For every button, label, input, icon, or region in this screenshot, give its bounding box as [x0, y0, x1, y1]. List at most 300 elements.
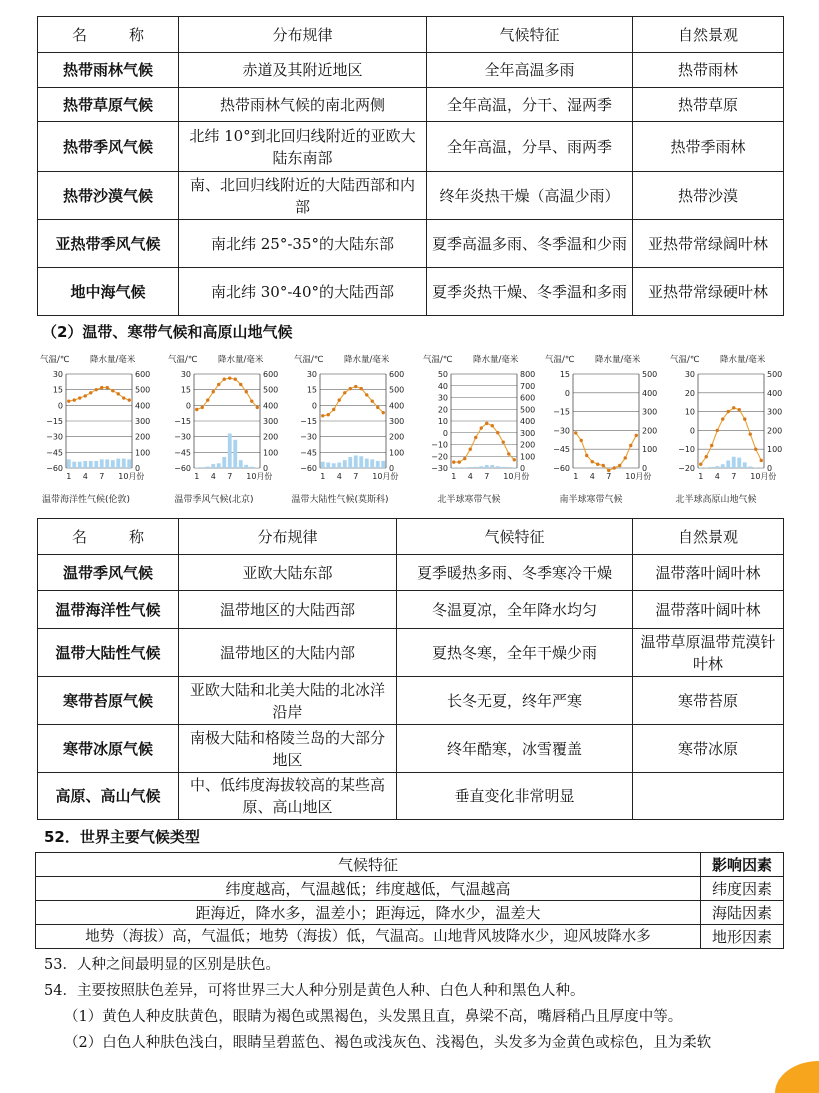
temperature-point: [618, 464, 621, 467]
precip-tick-label: 500: [263, 385, 279, 395]
climate-chart: [545, 354, 657, 505]
temp-tick-label: 50: [437, 370, 448, 379]
landscape-cell: 热带雨林: [633, 53, 784, 88]
temp-tick-label: 0: [442, 428, 448, 438]
temperature-point: [452, 460, 455, 463]
climate-name: 热带沙漠气候: [38, 172, 179, 220]
temp-tick-label: −15: [174, 417, 191, 426]
precip-bar: [200, 467, 204, 468]
temperature-point: [206, 398, 209, 401]
temperature-point: [613, 466, 616, 469]
header-distribution: 分布规律: [179, 519, 397, 555]
month-tick-label: 10月份: [372, 472, 399, 481]
distribution-cell: 热带雨林气候的南北两侧: [179, 88, 427, 122]
temperature-point: [710, 444, 713, 447]
month-tick-label: 4: [82, 472, 88, 481]
temp-tick-label: 10: [684, 407, 695, 417]
climate-name: 亚热带季风气候: [38, 220, 179, 268]
climate-name: 高原、高山气候: [38, 773, 179, 820]
distribution-cell: 温带地区的大陆内部: [179, 629, 397, 677]
temperature-point: [321, 414, 324, 417]
temperature-point: [223, 378, 226, 381]
precip-bar: [370, 459, 374, 468]
distribution-cell: 北纬 10°到北回归线附近的亚欧大陆东南部: [179, 122, 427, 172]
precip-bar: [354, 455, 358, 468]
factor-cell: 地形因素: [701, 925, 784, 949]
temperature-point: [371, 399, 374, 402]
precip-bar: [233, 440, 237, 468]
landscape-cell: 亚热带常绿硬叶林: [633, 268, 784, 316]
precip-bar: [127, 459, 131, 468]
temperature-point: [128, 398, 131, 401]
climate-name: 热带雨林气候: [38, 53, 179, 88]
precip-bar: [359, 456, 363, 468]
temperature-point: [760, 459, 763, 462]
precip-tick-label: 200: [520, 440, 536, 450]
temperature-point: [496, 431, 499, 434]
temperature-point: [343, 391, 346, 394]
precip-tick-label: 300: [767, 407, 783, 417]
temperature-point: [106, 386, 109, 389]
temp-tick-label: 0: [57, 401, 63, 411]
precip-tick-label: 600: [135, 370, 151, 379]
precip-bar: [105, 459, 109, 468]
month-tick-label: 1: [451, 472, 457, 481]
temp-tick-label: 30: [684, 370, 695, 379]
month-tick-label: 4: [210, 472, 216, 481]
month-tick-label: 1: [66, 472, 72, 481]
temperature-point: [602, 464, 605, 467]
precip-bar: [78, 462, 82, 468]
temperature-point: [738, 408, 741, 411]
temperature-point: [78, 396, 81, 399]
temperature-point: [100, 386, 103, 389]
precip-bar: [715, 466, 719, 468]
temperature-point: [212, 390, 215, 393]
temperature-point: [480, 426, 483, 429]
distribution-cell: 亚欧大陆东部: [179, 555, 397, 591]
temperate-climate-table: [37, 518, 784, 820]
month-tick-label: 4: [714, 472, 720, 481]
temperature-point: [463, 457, 466, 460]
landscape-cell: 热带草原: [633, 88, 784, 122]
precip-tick-label: 0: [389, 464, 395, 473]
climate-cell: 冬温夏凉，全年降水均匀: [397, 591, 633, 629]
table-header-row: [36, 853, 784, 877]
temp-tick-label: −15: [46, 417, 63, 426]
precip-bar: [250, 467, 254, 468]
header-landscape: 自然景观: [633, 17, 784, 53]
precip-bar: [710, 467, 714, 468]
temperature-point: [239, 383, 242, 386]
climate-name: 热带草原气候: [38, 88, 179, 122]
climate-cell: 全年高温多雨: [427, 53, 633, 88]
table-row: [38, 555, 784, 591]
month-tick-label: 7: [731, 472, 737, 481]
precip-bar: [737, 458, 741, 468]
temperature-point: [382, 411, 385, 414]
precip-bar: [501, 467, 505, 468]
tropical-climate-table: [37, 16, 784, 316]
temp-tick-label: −45: [174, 448, 191, 458]
temp-tick-label: 0: [311, 401, 317, 411]
landscape-cell: [633, 773, 784, 820]
precip-tick-label: 100: [642, 445, 658, 455]
month-tick-label: 7: [484, 472, 490, 481]
precip-tick-label: 500: [642, 370, 658, 379]
temperature-point: [749, 432, 752, 435]
temperature-line: [701, 408, 762, 464]
temperature-point: [195, 408, 198, 411]
feature-cell: 距海近，降水多，温差小；距海远，降水少，温差大: [36, 901, 701, 925]
climate-chart: [40, 354, 150, 505]
climate-chart: [291, 354, 404, 505]
table-row: [38, 268, 784, 316]
precip-tick-label: 400: [263, 401, 279, 411]
month-tick-label: 7: [227, 472, 233, 481]
precip-bar: [496, 466, 500, 468]
temp-tick-label: 0: [689, 426, 695, 436]
climate-factors-table: [35, 852, 784, 949]
temp-tick-label: −45: [300, 448, 317, 458]
table-row: [38, 122, 784, 172]
temperature-point: [596, 463, 599, 466]
landscape-cell: 亚热带常绿阔叶林: [633, 220, 784, 268]
temperature-point: [354, 385, 357, 388]
temp-tick-label: 0: [564, 388, 570, 398]
climate-cell: 垂直变化非常明显: [397, 773, 633, 820]
landscape-cell: 温带落叶阔叶林: [633, 555, 784, 591]
temperature-point: [502, 440, 505, 443]
paragraph-54-1: （1）黄色人种皮肤黄色，眼睛为褐色或黑褐色，头发黑且直，鼻梁不高，嘴唇稍凸且厚度中等。: [64, 1009, 683, 1025]
section-title-climate-types: 52．世界主要气候类型: [44, 828, 200, 846]
precip-bar: [457, 467, 461, 468]
precip-tick-label: 100: [520, 452, 536, 462]
temperature-point: [716, 429, 719, 432]
temp-tick-label: 15: [52, 385, 63, 395]
month-tick-label: 7: [353, 472, 359, 481]
distribution-cell: 温带地区的大陆西部: [179, 591, 397, 629]
precip-tick-label: 600: [389, 370, 405, 379]
temperature-point: [84, 394, 87, 397]
temp-tick-label: 40: [437, 381, 448, 391]
temp-tick-label: 15: [306, 385, 317, 395]
climate-chart: [670, 354, 782, 505]
factor-cell: 纬度因素: [701, 877, 784, 901]
precip-bar: [72, 462, 76, 468]
temperature-point: [513, 458, 516, 461]
temperature-point: [117, 392, 120, 395]
landscape-cell: 热带季雨林: [633, 122, 784, 172]
precip-bar: [754, 467, 758, 468]
climate-cell: 全年高温，分旱、雨两季: [427, 122, 633, 172]
precip-bar: [732, 457, 736, 468]
temp-tick-label: 30: [52, 370, 63, 379]
precip-bar: [217, 463, 221, 468]
precip-tick-label: 0: [520, 464, 526, 473]
precip-tick-label: 500: [767, 370, 783, 379]
table-row: [38, 773, 784, 820]
precip-tick-label: 300: [135, 417, 151, 426]
precip-tick-label: 400: [389, 401, 405, 411]
month-tick-label: 1: [320, 472, 326, 481]
temp-tick-label: 20: [684, 388, 695, 398]
precip-axis-label: 降水量/毫米: [218, 355, 264, 365]
distribution-cell: 中、低纬度海拔较高的某些高原、高山地区: [179, 773, 397, 820]
precip-bar: [228, 434, 232, 468]
distribution-cell: 赤道及其附近地区: [179, 53, 427, 88]
temperature-point: [591, 460, 594, 463]
precip-bar: [122, 459, 126, 468]
month-tick-label: 1: [573, 472, 579, 481]
temp-tick-label: 20: [437, 405, 448, 415]
temperature-point: [349, 387, 352, 390]
temp-tick-label: −10: [678, 445, 695, 455]
precip-bar: [116, 459, 120, 468]
precip-tick-label: 100: [389, 448, 405, 458]
table-row: [38, 591, 784, 629]
temperature-point: [256, 406, 259, 409]
temp-tick-label: 30: [306, 370, 317, 379]
precip-tick-label: 500: [520, 405, 536, 415]
precip-bar: [726, 460, 730, 468]
temp-axis-label: 气温/℃: [423, 355, 453, 365]
landscape-cell: 温带落叶阔叶林: [633, 591, 784, 629]
precip-bar: [94, 461, 98, 468]
temp-tick-label: −15: [300, 417, 317, 426]
temperature-point: [217, 383, 220, 386]
temp-tick-label: −45: [46, 448, 63, 458]
precip-tick-label: 600: [263, 370, 279, 379]
header-climate: 气候特征: [427, 17, 633, 53]
precip-bar: [512, 467, 516, 468]
precip-tick-label: 0: [135, 464, 141, 473]
temp-tick-label: 10: [437, 417, 448, 426]
header-climate: 气候特征: [397, 519, 633, 555]
precip-bar: [332, 463, 336, 468]
climate-name: 寒带冰原气候: [38, 725, 179, 773]
temp-tick-label: 0: [185, 401, 191, 411]
climate-cell: 长冬无夏，终年严寒: [397, 677, 633, 725]
temp-tick-label: −60: [300, 464, 317, 473]
temp-tick-label: −10: [431, 440, 448, 450]
table-row: [38, 220, 784, 268]
chart-title: 温带海洋性气候(伦敦): [41, 495, 131, 505]
month-tick-label: 4: [589, 472, 595, 481]
precip-tick-label: 600: [520, 393, 536, 403]
table-row: [36, 877, 784, 901]
temperature-point: [474, 436, 477, 439]
precip-bar: [479, 466, 483, 468]
precip-tick-label: 200: [389, 432, 405, 442]
temp-tick-label: −30: [174, 432, 191, 442]
precip-bar: [721, 464, 725, 468]
climate-cell: 全年高温，分干、湿两季: [427, 88, 633, 122]
distribution-cell: 南、北回归线附近的大陆西部和内部: [179, 172, 427, 220]
temperature-line: [576, 433, 637, 471]
temperature-point: [73, 398, 76, 401]
temperature-point: [201, 406, 204, 409]
temp-tick-label: −45: [553, 445, 570, 455]
precip-bar: [211, 464, 215, 468]
header-name: 名称: [38, 519, 179, 555]
month-tick-label: 10月份: [118, 472, 145, 481]
month-tick-label: 4: [336, 472, 342, 481]
temperature-point: [574, 431, 577, 434]
month-tick-label: 7: [606, 472, 612, 481]
table-row: [36, 925, 784, 949]
temperature-point: [250, 399, 253, 402]
precip-tick-label: 0: [642, 464, 648, 473]
month-tick-label: 10月份: [625, 472, 652, 481]
temperature-point: [365, 393, 368, 396]
temperature-point: [585, 454, 588, 457]
table-row: [38, 53, 784, 88]
temperature-point: [327, 413, 330, 416]
chart-title: 温带季风气候(北京): [174, 495, 254, 505]
precip-tick-label: 300: [263, 417, 279, 426]
header-landscape: 自然景观: [633, 519, 784, 555]
temperature-point: [699, 463, 702, 466]
temp-tick-label: −15: [553, 407, 570, 417]
table-row: [38, 88, 784, 122]
precip-bar: [239, 460, 243, 468]
precip-axis-label: 降水量/毫米: [595, 355, 641, 365]
climate-cell: 夏热冬寒，全年干燥少雨: [397, 629, 633, 677]
precip-tick-label: 100: [767, 445, 783, 455]
month-tick-label: 7: [99, 472, 105, 481]
precip-tick-label: 400: [642, 388, 658, 398]
temp-tick-label: −30: [431, 464, 448, 473]
table-row: [36, 901, 784, 925]
temperature-point: [721, 417, 724, 420]
header-climate-feature: 气候特征: [36, 853, 701, 877]
temp-axis-label: 气温/℃: [294, 355, 324, 365]
temperature-point: [360, 387, 363, 390]
climate-name: 地中海气候: [38, 268, 179, 316]
month-tick-label: 10月份: [246, 472, 273, 481]
temperature-point: [111, 389, 114, 392]
temperature-point: [705, 455, 708, 458]
section-title-temperate: （2）温带、寒带气候和高原山地气候: [42, 323, 293, 341]
chart-title: 南半球寒带气候: [559, 495, 623, 505]
temperature-point: [122, 396, 125, 399]
temperature-point: [228, 376, 231, 379]
precip-bar: [222, 457, 226, 468]
temperature-point: [580, 439, 583, 442]
precip-tick-label: 0: [767, 464, 773, 473]
temperature-point: [754, 448, 757, 451]
precip-axis-label: 降水量/毫米: [720, 355, 766, 365]
distribution-cell: 南北纬 25°-35°的大陆东部: [179, 220, 427, 268]
climate-chart: [168, 354, 278, 505]
temperature-point: [732, 406, 735, 409]
precip-tick-label: 0: [263, 464, 269, 473]
climate-charts: [38, 352, 784, 508]
temperature-point: [234, 378, 237, 381]
temp-tick-label: −60: [46, 464, 63, 473]
climate-name: 温带大陆性气候: [38, 629, 179, 677]
precip-tick-label: 200: [642, 426, 658, 436]
month-tick-label: 10月份: [750, 472, 777, 481]
feature-cell: 地势（海拔）高，气温低；地势（海拔）低，气温高。山地背风坡降水少，迎风坡降水多: [36, 925, 701, 949]
precip-bar: [343, 460, 347, 468]
precip-bar: [348, 457, 352, 468]
temp-tick-label: 30: [180, 370, 191, 379]
temperature-point: [727, 410, 730, 413]
climate-cell: 夏季高温多雨、冬季温和少雨: [427, 220, 633, 268]
precip-tick-label: 200: [135, 432, 151, 442]
precip-bar: [743, 462, 747, 468]
temperature-point: [458, 460, 461, 463]
precip-axis-label: 降水量/毫米: [90, 355, 136, 365]
temp-tick-label: 15: [559, 370, 570, 379]
header-factor: 影响因素: [701, 853, 784, 877]
temperature-point: [332, 408, 335, 411]
temperature-point: [485, 422, 488, 425]
distribution-cell: 南北纬 30°-40°的大陆西部: [179, 268, 427, 316]
temp-tick-label: −30: [553, 426, 570, 436]
precip-tick-label: 100: [135, 448, 151, 458]
precip-bar: [490, 465, 494, 468]
temp-tick-label: −60: [553, 464, 570, 473]
landscape-cell: 热带沙漠: [633, 172, 784, 220]
precip-axis-label: 降水量/毫米: [344, 355, 390, 365]
temp-tick-label: 15: [180, 385, 191, 395]
precip-bar: [381, 461, 385, 468]
paragraph-53: 53．人种之间最明显的区别是肤色。: [44, 957, 280, 973]
precip-bar: [337, 463, 341, 468]
landscape-cell: 寒带苔原: [633, 677, 784, 725]
distribution-cell: 亚欧大陆和北美大陆的北冰洋沿岸: [179, 677, 397, 725]
paragraph-54-2: （2）白色人种肤色浅白，眼睛呈碧蓝色、褐色或浅灰色、浅褐色，头发多为金黄色或棕色，且为柔软: [64, 1035, 712, 1051]
precip-bar: [365, 459, 369, 468]
precip-bar: [485, 465, 489, 468]
climate-cell: 夏季暖热多雨、冬季寒冷干燥: [397, 555, 633, 591]
precip-tick-label: 300: [389, 417, 405, 426]
precip-tick-label: 200: [767, 426, 783, 436]
precip-bar: [468, 467, 472, 468]
precip-tick-label: 500: [135, 385, 151, 395]
climate-name: 热带季风气候: [38, 122, 179, 172]
chart-title: 北半球高原山地气候: [675, 495, 757, 505]
table-row: [38, 677, 784, 725]
precip-bar: [326, 463, 330, 468]
landscape-cell: 寒带冰原: [633, 725, 784, 773]
precip-bar: [474, 467, 478, 468]
temperature-point: [95, 388, 98, 391]
factor-cell: 海陆因素: [701, 901, 784, 925]
precip-tick-label: 800: [520, 370, 536, 379]
precip-bar: [206, 467, 210, 468]
climate-cell: 终年酷寒，冰雪覆盖: [397, 725, 633, 773]
precip-bar: [89, 461, 93, 468]
month-tick-label: 1: [194, 472, 200, 481]
temperature-point: [67, 399, 70, 402]
temperature-point: [624, 456, 627, 459]
precip-tick-label: 500: [389, 385, 405, 395]
temperature-point: [491, 424, 494, 427]
precip-bar: [463, 467, 467, 468]
precip-tick-label: 700: [520, 381, 536, 391]
temp-axis-label: 气温/℃: [545, 355, 575, 365]
climate-name: 温带季风气候: [38, 555, 179, 591]
landscape-cell: 温带草原温带荒漠针叶林: [633, 629, 784, 677]
table-header-row: [38, 17, 784, 53]
temperature-point: [629, 444, 632, 447]
precip-bar: [748, 466, 752, 468]
temperature-point: [245, 390, 248, 393]
